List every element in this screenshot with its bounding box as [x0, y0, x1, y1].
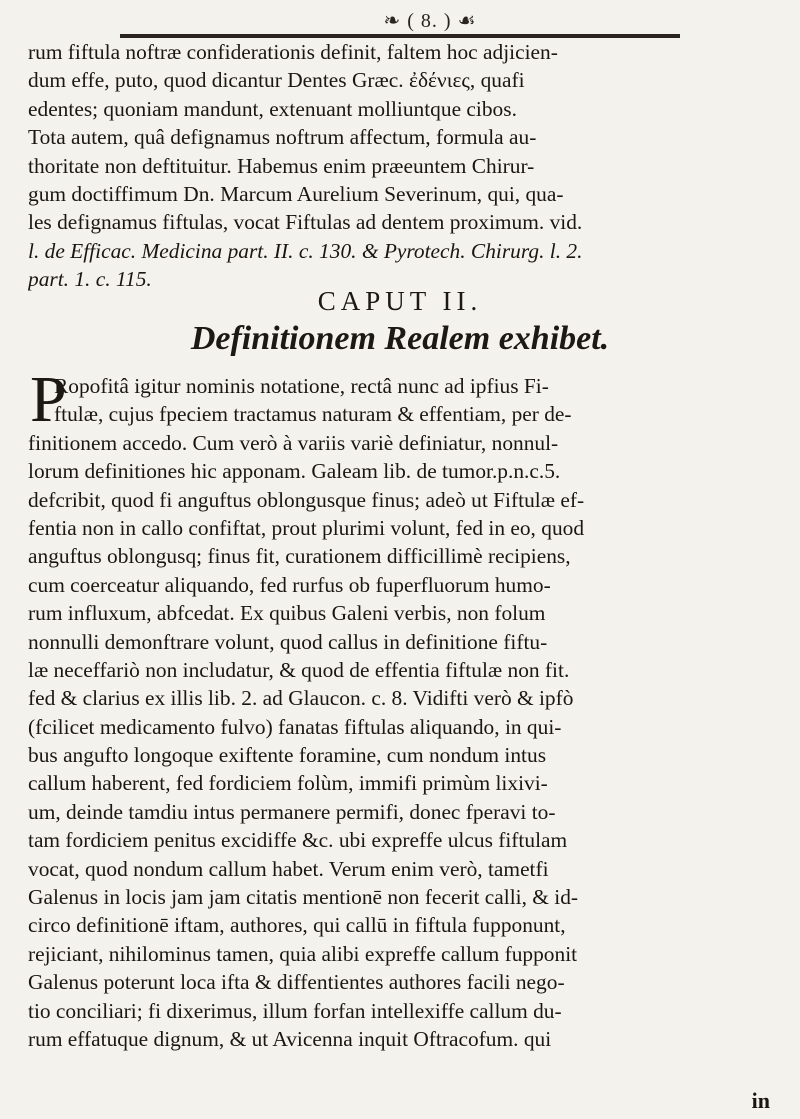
text-line: l. de Efficac. Medicina part. II. c. 130. & Pyrotech. Chirurg. l. 2.: [28, 238, 583, 263]
text-line: Tota autem, quâ defignamus noftrum affectum, formula au-: [28, 125, 537, 150]
chapter-heading: CAPUT II.: [317, 286, 483, 316]
text-line: nonnulli demonftrare volunt, quod callus in definitione fiftu-: [28, 629, 548, 654]
text-line: part. 1. c. 115.: [28, 267, 152, 292]
catchword: in: [751, 1088, 770, 1113]
text-line: Ropofitâ igitur nominis notatione, rectâ nunc ad ipfius Fi-: [54, 374, 549, 398]
preceding-paragraph: [28, 38, 788, 294]
text-line: rum fiftula noftræ confiderationis definit, faltem hoc adjicien-: [28, 40, 558, 64]
text-line: rum influxum, abfcedat. Ex quibus Galeni verbis, non folum: [28, 601, 546, 626]
text-line: læ neceffariò non includatur, & quod de effentia fiftulæ non fit.: [28, 657, 570, 682]
text-line: Galenus poterunt loca ifta & diffentientes authores facili nego-: [28, 970, 565, 995]
text-line: dum effe, puto, quod dicantur Dentes Græc. ἐδένιες, quafi: [28, 68, 525, 93]
text-line: cum coerceatur aliquando, fed rurfus ob fuperfluorum humo-: [28, 572, 551, 597]
text-line: um, deinde tamdiu intus permanere permifi, donec fperavi to-: [28, 799, 556, 824]
text-line: ftulæ, cujus fpeciem tractamus naturam & effentiam, per de-: [54, 402, 572, 427]
text-line: bus angufto longoque exiftente foramine, cum nondum intus: [28, 743, 547, 768]
text-line: edentes; quoniam mandunt, extenuant molliuntque cibos.: [28, 96, 517, 121]
text-line: rejiciant, nihilominus tamen, quia alibi expreffe callum fupponit: [28, 941, 578, 966]
text-line: fentia non in callo confiftat, prout plurimi volunt, fed in eo, quod: [28, 515, 585, 540]
text-line: tam fordiciem penitus excidiffe &c. ubi expreffe ulcus fiftulam: [28, 828, 568, 853]
text-line: anguftus oblongusq; finus fit, curationem difficillimè recipiens,: [28, 544, 571, 569]
text-line: fed & clarius ex illis lib. 2. ad Glaucon. c. 8. Vidifti verò & ipfò: [28, 686, 574, 711]
text-line: finitionem accedo. Cum verò à variis variè definiatur, nonnul-: [28, 430, 559, 455]
chapter-subtitle: Definitionem Realem exhibet.: [190, 320, 610, 357]
text-line: les defignamus fiftulas, vocat Fiftulas ad dentem proximum. vid.: [28, 210, 583, 235]
text-line: (fcilicet medicamento fulvo) fanatas fiftulas aliquando, in qui-: [28, 714, 562, 739]
text-line: circo definitionē iftam, authores, qui callū in fiftula fupponunt,: [28, 913, 566, 938]
text-line: defcribit, quod fi anguftus oblongusque finus; adeò ut Fiftulæ ef-: [28, 487, 585, 512]
text-line: tio conciliari; fi dixerimus, illum forfan intellexiffe callum du-: [28, 998, 562, 1023]
text-line: rum effatuque dignum, & ut Avicenna inquit Oftracofum. qui: [28, 1026, 552, 1051]
text-line: thoritate non deftituitur. Habemus enim præeuntem Chirur-: [28, 153, 535, 178]
text-line: lorum definitiones hic apponam. Galeam lib. de tumor.p.n.c.5.: [28, 459, 561, 484]
text-line: Galenus in locis jam jam citatis mentionē non fecerit calli, & id-: [28, 885, 579, 910]
drop-cap: P: [30, 363, 67, 436]
text-line: callum haberent, fed fordiciem folùm, immifi primùm lixivi-: [28, 771, 548, 796]
text-line: gum doctiffimum Dn. Marcum Aurelium Severinum, qui, qua-: [28, 181, 564, 206]
text-line: vocat, quod nondum callum habet. Verum enim verò, tametfi: [28, 856, 549, 881]
page-number: ❧ ( 8. ) ☙: [383, 10, 477, 32]
chapter-body: [28, 363, 788, 1053]
